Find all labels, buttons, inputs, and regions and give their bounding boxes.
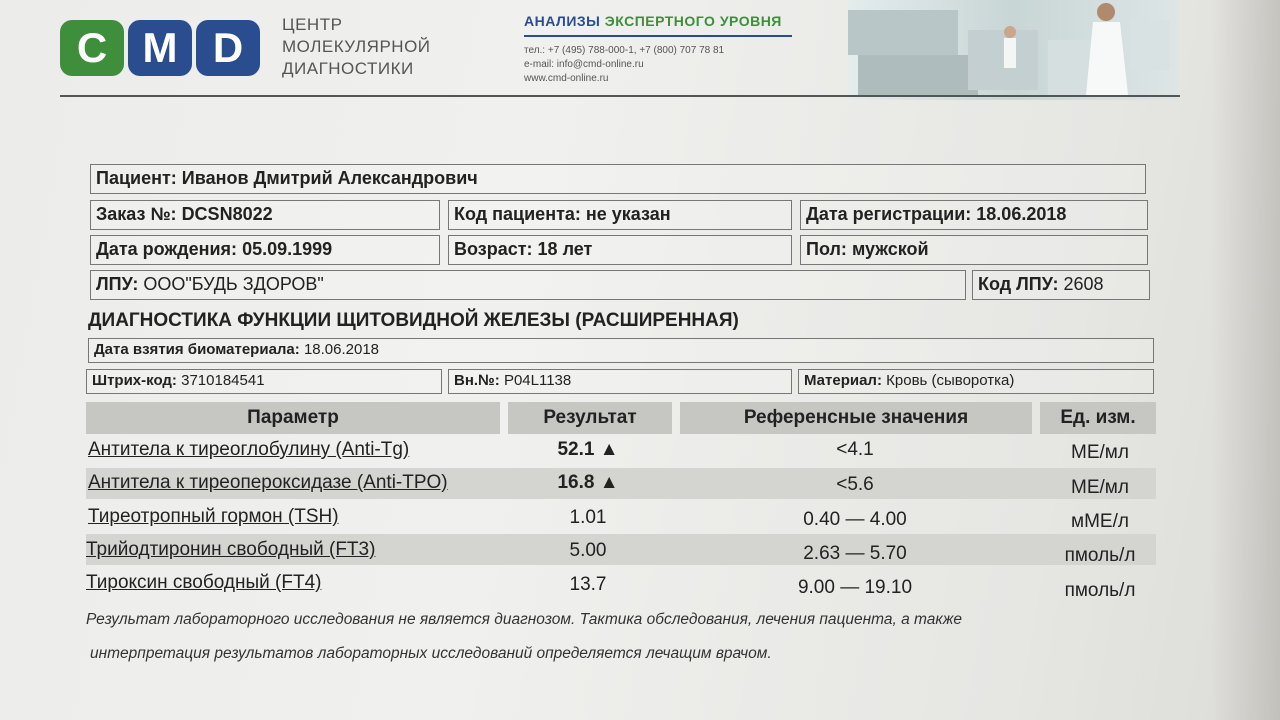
- internal-no: P04L1138: [503, 372, 572, 389]
- table-row-unit: пмоль/л: [1064, 545, 1136, 566]
- study-title: ДИАГНОСТИКА ФУНКЦИИ ЩИТОВИДНОЙ ЖЕЛЕЗЫ (РАСШИРЕННАЯ): [88, 310, 739, 331]
- table-row-param: Трийодтиронин свободный (FT3): [86, 539, 376, 560]
- lab-photo-illustration: [848, 0, 1178, 100]
- material-label: Материал:: [804, 372, 882, 389]
- internal-no-label: Вн.№:: [454, 372, 500, 389]
- reg-date-label: Дата регистрации:: [806, 204, 972, 224]
- age: 18 лет: [537, 239, 593, 259]
- material: Кровь (сыворотка): [886, 372, 1015, 389]
- disclaimer-line-2: интерпретация результатов лабораторных исследований определяется лечащим врачом.: [90, 645, 772, 662]
- table-row-unit: мМЕ/л: [1071, 511, 1129, 532]
- col-header-reference: Референсные значения: [680, 402, 1032, 434]
- reg-date: 18.06.2018: [976, 204, 1067, 224]
- reg-date-box: [800, 200, 1148, 230]
- birth-label: Дата рождения:: [96, 239, 238, 259]
- barcode: 3710184541: [181, 372, 265, 389]
- table-row-result: 13.7: [569, 574, 607, 595]
- patient-name-box: [90, 164, 1146, 194]
- paper-edge-shadow: [1210, 0, 1280, 720]
- lpu-name: ООО"БУДЬ ЗДОРОВ": [143, 274, 324, 294]
- age-label: Возраст:: [454, 239, 533, 259]
- sample-date-box: [88, 338, 1154, 363]
- center-name-line: ЦЕНТР: [282, 15, 343, 34]
- birth-box: [90, 235, 440, 265]
- table-row-unit: МЕ/мл: [1071, 477, 1129, 498]
- patient-name: Иванов Дмитрий Александрович: [181, 168, 478, 188]
- table-row-unit: МЕ/мл: [1071, 442, 1129, 463]
- patient-name-label: Пациент:: [96, 168, 177, 188]
- col-header-result: Результат: [508, 402, 672, 434]
- table-row-reference: 0.40 — 4.00: [803, 509, 907, 530]
- patient-code-box: [448, 200, 792, 230]
- table-row-result: 52.1 ▲: [557, 439, 619, 460]
- table-row-unit: пмоль/л: [1064, 580, 1136, 601]
- tagline-rule: [524, 35, 792, 37]
- order-box: [90, 200, 440, 230]
- lpu-code-box: [972, 270, 1150, 300]
- sex: мужской: [851, 239, 929, 259]
- center-name-line: ДИАГНОСТИКИ: [282, 59, 414, 78]
- internal-no-box: [448, 369, 792, 394]
- table-row-result: 1.01: [569, 507, 607, 528]
- order-label: Заказ №:: [96, 204, 177, 224]
- table-row-result: 5.00: [569, 540, 607, 561]
- barcode-label: Штрих-код:: [92, 372, 177, 389]
- table-row-reference: 2.63 — 5.70: [803, 543, 907, 564]
- table-row-param: Тиреотропный гормон (TSH): [88, 506, 339, 527]
- birth-date: 05.09.1999: [242, 239, 333, 259]
- sample-date: 18.06.2018: [303, 341, 380, 358]
- barcode-box: [86, 369, 442, 394]
- sample-date-label: Дата взятия биоматериала:: [94, 341, 300, 358]
- phone-text: тел.: +7 (495) 788-000-1, +7 (800) 707 78 81: [524, 45, 725, 56]
- lpu-code: 2608: [1063, 274, 1104, 294]
- lab-photo: [848, 0, 1178, 100]
- tagline: [524, 13, 782, 29]
- website-text: www.cmd-online.ru: [524, 73, 609, 84]
- header-rule: [60, 95, 1180, 97]
- col-header-parameter: Параметр: [86, 402, 500, 434]
- lpu-box: [90, 270, 966, 300]
- sex-label: Пол:: [806, 239, 847, 259]
- contacts: [524, 44, 724, 86]
- table-row-param: Антитела к тиреопероксидазе (Anti-TPO): [88, 472, 448, 493]
- logo-letter-c: C: [60, 20, 124, 76]
- material-box: [798, 369, 1154, 394]
- order-number: DCSN8022: [181, 204, 273, 224]
- table-row-result: 16.8 ▲: [557, 472, 619, 493]
- table-row-param: Тироксин свободный (FT4): [86, 572, 322, 593]
- disclaimer-line-1: Результат лабораторного исследования не является диагнозом. Тактика обследования, лечения пациента, а также: [86, 611, 962, 628]
- tagline-part1: АНАЛИЗЫ: [524, 13, 601, 29]
- patient-code-label: Код пациента:: [454, 204, 581, 224]
- age-box: [448, 235, 792, 265]
- logo-letter-d: D: [196, 20, 260, 76]
- logo-letter-m: M: [128, 20, 192, 76]
- lpu-code-label: Код ЛПУ:: [978, 274, 1059, 294]
- center-name-line: МОЛЕКУЛЯРНОЙ: [282, 37, 431, 56]
- cmd-logo: [60, 20, 260, 76]
- table-row-param: Антитела к тиреоглобулину (Anti-Tg): [88, 439, 410, 460]
- lpu-label: ЛПУ:: [96, 274, 139, 294]
- table-row-reference: <4.1: [836, 439, 874, 460]
- table-row-reference: <5.6: [836, 474, 874, 495]
- col-header-unit: Ед. изм.: [1040, 402, 1156, 434]
- center-name: [282, 14, 431, 80]
- patient-code: не указан: [585, 204, 671, 224]
- tagline-part2: ЭКСПЕРТНОГО УРОВНЯ: [604, 13, 782, 29]
- table-row-reference: 9.00 — 19.10: [797, 577, 913, 598]
- email-text: e-mail: info@cmd-online.ru: [524, 59, 644, 70]
- sex-box: [800, 235, 1148, 265]
